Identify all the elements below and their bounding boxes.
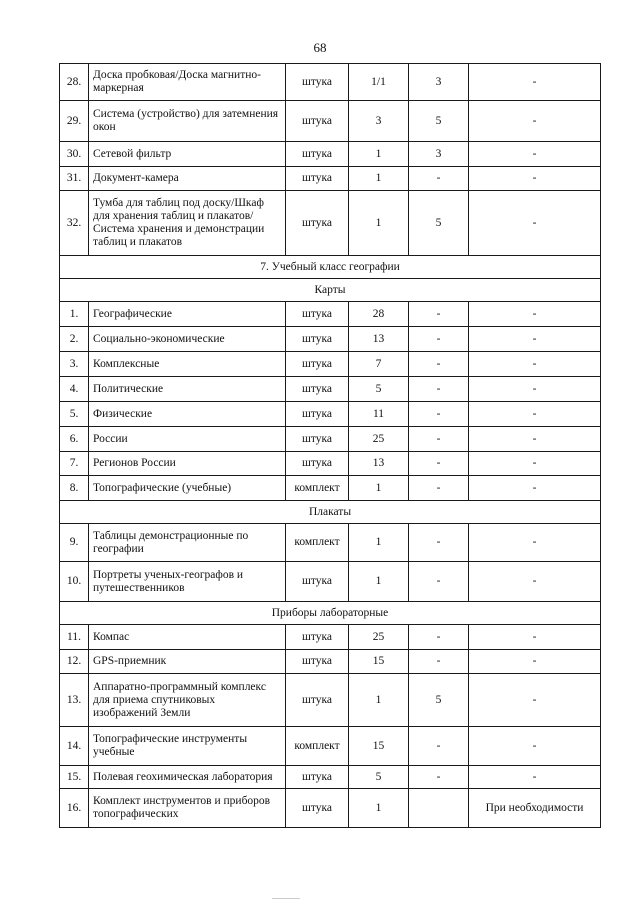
- item-column-5: -: [409, 452, 469, 476]
- item-unit: комплект: [286, 524, 349, 562]
- item-name: Полевая геохимическая лаборатория: [89, 766, 286, 789]
- equipment-table: [59, 63, 601, 828]
- row-number: 3.: [60, 352, 89, 377]
- item-column-6: -: [469, 650, 601, 674]
- item-column-6: -: [469, 64, 601, 101]
- item-name: Топографические инструменты учебные: [89, 727, 286, 766]
- row-number: 10.: [60, 562, 89, 602]
- row-number: 31.: [60, 167, 89, 191]
- item-quantity: 7: [349, 352, 409, 377]
- page-number: 68: [313, 40, 327, 55]
- item-column-6: -: [469, 524, 601, 562]
- item-quantity: 13: [349, 452, 409, 476]
- table-row: [60, 524, 601, 562]
- item-unit: штука: [286, 789, 349, 828]
- item-name: Таблицы демонстрационные по географии: [89, 524, 286, 562]
- row-number: 16.: [60, 789, 89, 828]
- section-header-row: [60, 279, 601, 302]
- item-column-6: -: [469, 427, 601, 452]
- item-quantity: 1: [349, 167, 409, 191]
- table-row: [60, 452, 601, 476]
- table-row: [60, 327, 601, 352]
- item-column-5: 5: [409, 674, 469, 727]
- table-row: [60, 625, 601, 650]
- item-column-5: 3: [409, 142, 469, 167]
- row-number: 4.: [60, 377, 89, 402]
- table-row: [60, 402, 601, 427]
- row-number: 5.: [60, 402, 89, 427]
- item-unit: штука: [286, 191, 349, 256]
- item-quantity: 15: [349, 727, 409, 766]
- item-column-5: -: [409, 352, 469, 377]
- row-number: 9.: [60, 524, 89, 562]
- table-row: [60, 766, 601, 789]
- item-quantity: 15: [349, 650, 409, 674]
- item-name: Аппаратно-программный комплекс для приема спутниковых изображений Земли: [89, 674, 286, 727]
- item-unit: штука: [286, 101, 349, 142]
- row-number: 13.: [60, 674, 89, 727]
- item-unit: штука: [286, 674, 349, 727]
- row-number: 29.: [60, 101, 89, 142]
- section-title: Плакаты: [60, 501, 601, 524]
- item-name: Сетевой фильтр: [89, 142, 286, 167]
- table-row: [60, 64, 601, 101]
- item-name: Доска пробковая/Доска магнитно-маркерная: [89, 64, 286, 101]
- section-title: Карты: [60, 279, 601, 302]
- item-column-6: -: [469, 167, 601, 191]
- table-row: [60, 352, 601, 377]
- row-number: 7.: [60, 452, 89, 476]
- section-header-row: [60, 256, 601, 279]
- item-column-5: -: [409, 402, 469, 427]
- item-column-6: -: [469, 562, 601, 602]
- item-unit: штука: [286, 64, 349, 101]
- item-column-5: -: [409, 377, 469, 402]
- item-column-5: -: [409, 562, 469, 602]
- item-column-6: -: [469, 352, 601, 377]
- item-column-6: -: [469, 142, 601, 167]
- table-row: [60, 191, 601, 256]
- item-name: Тумба для таблиц под доску/Шкаф для хранения таблиц и плакатов/ Система хранения и демонстрации таблиц и плакатов: [89, 191, 286, 256]
- row-number: 15.: [60, 766, 89, 789]
- table-row: [60, 427, 601, 452]
- item-name: Топографические (учебные): [89, 476, 286, 501]
- item-name: России: [89, 427, 286, 452]
- item-unit: штука: [286, 427, 349, 452]
- item-column-5: -: [409, 167, 469, 191]
- item-quantity: 5: [349, 377, 409, 402]
- item-column-6: -: [469, 101, 601, 142]
- item-column-5: 5: [409, 191, 469, 256]
- item-unit: штука: [286, 766, 349, 789]
- item-quantity: 13: [349, 327, 409, 352]
- scan-mark: [272, 898, 300, 899]
- item-quantity: 3: [349, 101, 409, 142]
- item-column-6: -: [469, 377, 601, 402]
- item-unit: штука: [286, 352, 349, 377]
- item-quantity: 1/1: [349, 64, 409, 101]
- item-column-6: -: [469, 766, 601, 789]
- item-unit: штука: [286, 167, 349, 191]
- table-row: [60, 476, 601, 501]
- item-column-6: -: [469, 402, 601, 427]
- table-row: [60, 650, 601, 674]
- item-quantity: 1: [349, 142, 409, 167]
- table-row: [60, 562, 601, 602]
- item-column-6: -: [469, 191, 601, 256]
- item-name: Регионов России: [89, 452, 286, 476]
- item-quantity: 5: [349, 766, 409, 789]
- item-column-5: -: [409, 476, 469, 501]
- item-column-5: 3: [409, 64, 469, 101]
- item-name: Система (устройство) для затемнения окон: [89, 101, 286, 142]
- item-name: Географические: [89, 302, 286, 327]
- item-column-6: -: [469, 727, 601, 766]
- table-row: [60, 167, 601, 191]
- table-row: [60, 142, 601, 167]
- item-name: Портреты ученых-географов и путешественников: [89, 562, 286, 602]
- item-column-6: -: [469, 452, 601, 476]
- item-unit: комплект: [286, 476, 349, 501]
- item-column-5: -: [409, 650, 469, 674]
- item-name: Документ-камера: [89, 167, 286, 191]
- row-number: 8.: [60, 476, 89, 501]
- section-header-row: [60, 602, 601, 625]
- row-number: 28.: [60, 64, 89, 101]
- item-column-5: -: [409, 524, 469, 562]
- item-column-5: -: [409, 766, 469, 789]
- item-quantity: 11: [349, 402, 409, 427]
- item-name: Компас: [89, 625, 286, 650]
- item-column-5: -: [409, 302, 469, 327]
- item-name: Физические: [89, 402, 286, 427]
- item-column-6: -: [469, 302, 601, 327]
- item-quantity: 1: [349, 789, 409, 828]
- table-row: [60, 727, 601, 766]
- table-row: [60, 674, 601, 727]
- item-column-5: -: [409, 327, 469, 352]
- section-title: Приборы лабораторные: [60, 602, 601, 625]
- item-column-6: -: [469, 625, 601, 650]
- row-number: 11.: [60, 625, 89, 650]
- item-column-6: -: [469, 674, 601, 727]
- item-quantity: 1: [349, 191, 409, 256]
- row-number: 30.: [60, 142, 89, 167]
- item-name: GPS-приемник: [89, 650, 286, 674]
- item-quantity: 1: [349, 674, 409, 727]
- item-unit: штука: [286, 142, 349, 167]
- item-quantity: 1: [349, 562, 409, 602]
- item-unit: штука: [286, 650, 349, 674]
- row-number: 14.: [60, 727, 89, 766]
- item-quantity: 25: [349, 625, 409, 650]
- section-title: 7. Учебный класс географии: [60, 256, 601, 279]
- item-column-6: -: [469, 476, 601, 501]
- item-name: Комплект инструментов и приборов топографических: [89, 789, 286, 828]
- item-unit: штука: [286, 327, 349, 352]
- row-number: 6.: [60, 427, 89, 452]
- item-column-6: -: [469, 327, 601, 352]
- row-number: 12.: [60, 650, 89, 674]
- item-name: Комплексные: [89, 352, 286, 377]
- item-quantity: 25: [349, 427, 409, 452]
- item-column-5: 5: [409, 101, 469, 142]
- item-unit: штука: [286, 625, 349, 650]
- item-quantity: 28: [349, 302, 409, 327]
- item-unit: штука: [286, 402, 349, 427]
- item-column-6: При необходимости: [469, 789, 601, 828]
- item-unit: штука: [286, 302, 349, 327]
- item-unit: штука: [286, 562, 349, 602]
- table-row: [60, 377, 601, 402]
- section-header-row: [60, 501, 601, 524]
- row-number: 2.: [60, 327, 89, 352]
- row-number: 1.: [60, 302, 89, 327]
- item-column-5: -: [409, 727, 469, 766]
- table-row: [60, 789, 601, 828]
- item-unit: комплект: [286, 727, 349, 766]
- item-name: Политические: [89, 377, 286, 402]
- table-row: [60, 101, 601, 142]
- item-column-5: -: [409, 427, 469, 452]
- item-unit: штука: [286, 377, 349, 402]
- row-number: 32.: [60, 191, 89, 256]
- item-name: Социально-экономические: [89, 327, 286, 352]
- item-column-5: [409, 789, 469, 828]
- item-quantity: 1: [349, 476, 409, 501]
- item-quantity: 1: [349, 524, 409, 562]
- table-row: [60, 302, 601, 327]
- item-unit: штука: [286, 452, 349, 476]
- item-column-5: -: [409, 625, 469, 650]
